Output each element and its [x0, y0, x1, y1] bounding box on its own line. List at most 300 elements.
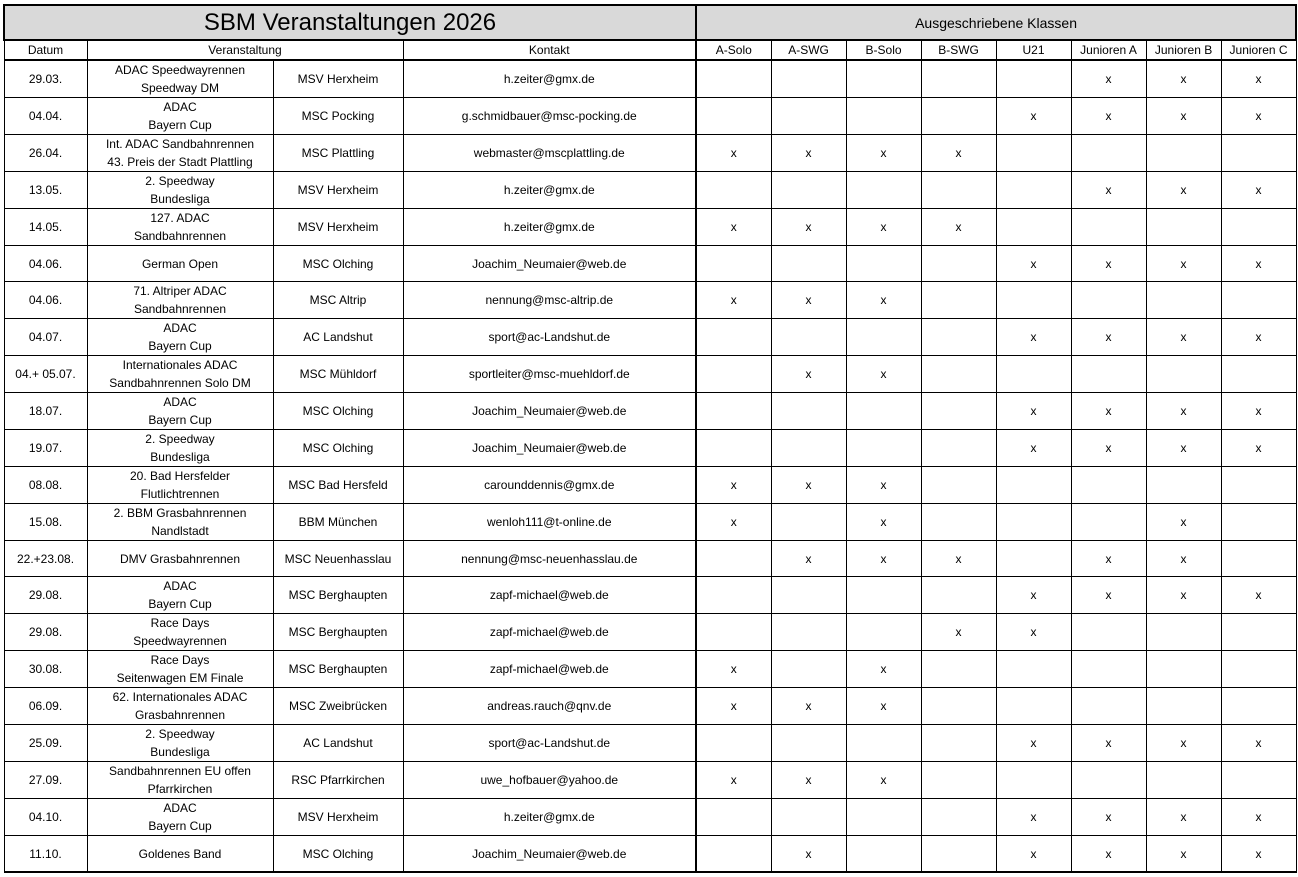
cell-contact: andreas.rauch@qnv.de	[403, 688, 696, 725]
cell-class-mark: x	[1221, 319, 1296, 356]
cell-event	[87, 246, 273, 282]
col-header-class: A-SWG	[771, 40, 846, 60]
cell-contact: Joachim_Neumaier@web.de	[403, 430, 696, 467]
cell-date: 26.04.	[4, 135, 87, 172]
cell-contact: carounddennis@gmx.de	[403, 467, 696, 504]
cell-class-mark: x	[1221, 393, 1296, 430]
cell-class-mark	[1221, 504, 1296, 541]
cell-class-mark: x	[846, 762, 921, 799]
table-row	[4, 356, 1296, 393]
cell-class-mark	[846, 577, 921, 614]
cell-class-mark: x	[771, 135, 846, 172]
cell-event	[87, 799, 273, 836]
col-header-kontakt: Kontakt	[403, 40, 696, 60]
cell-event	[87, 725, 273, 762]
cell-class-mark	[921, 172, 996, 209]
event-line: Race Days	[150, 616, 210, 630]
cell-class-mark: x	[696, 135, 771, 172]
col-header-class: Junioren C	[1221, 40, 1296, 60]
cell-contact: wenloh111@t-online.de	[403, 504, 696, 541]
cell-club: RSC Pfarrkirchen	[273, 762, 403, 799]
cell-class-mark	[1146, 688, 1221, 725]
cell-event	[87, 282, 273, 319]
cell-club: MSC Olching	[273, 246, 403, 282]
cell-class-mark	[846, 60, 921, 98]
table-row	[4, 172, 1296, 209]
cell-class-mark	[996, 60, 1071, 98]
event-line: ADAC	[163, 801, 197, 815]
cell-class-mark	[696, 356, 771, 393]
cell-class-mark: x	[996, 799, 1071, 836]
cell-date: 30.08.	[4, 651, 87, 688]
cell-class-mark: x	[846, 541, 921, 577]
cell-class-mark	[696, 836, 771, 873]
col-header-class: U21	[996, 40, 1071, 60]
cell-contact: Joachim_Neumaier@web.de	[403, 246, 696, 282]
cell-class-mark	[1146, 467, 1221, 504]
event-line: 2. Speedway	[145, 174, 215, 188]
cell-class-mark: x	[996, 430, 1071, 467]
cell-class-mark: x	[1221, 430, 1296, 467]
cell-class-mark	[696, 246, 771, 282]
cell-class-mark	[921, 577, 996, 614]
cell-class-mark: x	[1221, 836, 1296, 873]
cell-class-mark	[846, 799, 921, 836]
cell-class-mark: x	[996, 836, 1071, 873]
cell-class-mark: x	[696, 504, 771, 541]
event-line: ADAC	[163, 321, 197, 335]
table-row	[4, 651, 1296, 688]
cell-class-mark: x	[1146, 246, 1221, 282]
cell-class-mark: x	[1221, 725, 1296, 762]
cell-class-mark	[921, 467, 996, 504]
cell-class-mark: x	[1146, 172, 1221, 209]
cell-class-mark: x	[1146, 319, 1221, 356]
events-table	[3, 4, 1297, 873]
cell-class-mark: x	[771, 209, 846, 246]
cell-class-mark	[1146, 356, 1221, 393]
cell-class-mark: x	[1146, 393, 1221, 430]
cell-contact: g.schmidbauer@msc-pocking.de	[403, 98, 696, 135]
event-line: 2. Speedway	[145, 432, 215, 446]
cell-class-mark	[921, 504, 996, 541]
cell-class-mark: x	[996, 393, 1071, 430]
cell-date: 22.+23.08.	[4, 541, 87, 577]
cell-class-mark: x	[1071, 98, 1146, 135]
cell-event	[87, 577, 273, 614]
cell-date: 04.+ 05.07.	[4, 356, 87, 393]
cell-event	[87, 467, 273, 504]
cell-event	[87, 356, 273, 393]
event-line: 20. Bad Hersfelder	[129, 469, 231, 483]
cell-contact: nennung@msc-altrip.de	[403, 282, 696, 319]
table-row	[4, 209, 1296, 246]
cell-class-mark: x	[1071, 725, 1146, 762]
cell-class-mark	[921, 688, 996, 725]
event-line: Int. ADAC Sandbahnrennen	[105, 137, 255, 151]
col-header-class: Junioren A	[1071, 40, 1146, 60]
col-header-class: A-Solo	[696, 40, 771, 60]
cell-class-mark	[996, 467, 1071, 504]
cell-class-mark	[846, 246, 921, 282]
cell-date: 11.10.	[4, 836, 87, 873]
cell-class-mark: x	[696, 762, 771, 799]
cell-class-mark	[696, 98, 771, 135]
col-header-datum: Datum	[4, 40, 87, 60]
cell-date: 04.10.	[4, 799, 87, 836]
event-line: Internationales ADAC	[122, 358, 238, 372]
cell-class-mark: x	[921, 135, 996, 172]
cell-class-mark	[1071, 135, 1146, 172]
cell-class-mark	[1146, 209, 1221, 246]
cell-contact: uwe_hofbauer@yahoo.de	[403, 762, 696, 799]
event-line: ADAC	[163, 579, 197, 593]
cell-class-mark	[696, 430, 771, 467]
event-line: 127. ADAC	[150, 211, 210, 225]
event-line: Speedwayrennen	[133, 634, 227, 648]
cell-class-mark	[846, 614, 921, 651]
cell-contact: h.zeiter@gmx.de	[403, 799, 696, 836]
cell-class-mark	[1071, 688, 1146, 725]
cell-class-mark: x	[996, 319, 1071, 356]
cell-class-mark	[921, 799, 996, 836]
cell-class-mark	[1071, 504, 1146, 541]
cell-class-mark: x	[696, 688, 771, 725]
cell-class-mark	[921, 393, 996, 430]
cell-class-mark: x	[1146, 577, 1221, 614]
cell-class-mark	[1221, 467, 1296, 504]
cell-club: MSC Berghaupten	[273, 614, 403, 651]
cell-class-mark: x	[846, 356, 921, 393]
cell-date: 25.09.	[4, 725, 87, 762]
cell-class-mark: x	[846, 504, 921, 541]
event-line: Bundesliga	[150, 450, 210, 464]
cell-club: AC Landshut	[273, 319, 403, 356]
event-line: 2. BBM Grasbahnrennen	[113, 506, 247, 520]
cell-class-mark	[696, 725, 771, 762]
cell-date: 18.07.	[4, 393, 87, 430]
event-line: Sandbahnrennen	[133, 302, 227, 316]
cell-class-mark: x	[846, 467, 921, 504]
cell-class-mark	[696, 541, 771, 577]
cell-class-mark	[1071, 467, 1146, 504]
cell-contact: sport@ac-Landshut.de	[403, 319, 696, 356]
cell-class-mark: x	[846, 688, 921, 725]
event-line: ADAC Speedwayrennen	[114, 63, 246, 77]
event-line: DMV Grasbahnrennen	[119, 551, 241, 566]
event-line: Bayern Cup	[148, 597, 212, 611]
table-row	[4, 614, 1296, 651]
cell-class-mark: x	[771, 467, 846, 504]
cell-club: MSC Olching	[273, 836, 403, 873]
cell-contact: h.zeiter@gmx.de	[403, 172, 696, 209]
cell-club: MSC Plattling	[273, 135, 403, 172]
cell-class-mark	[996, 688, 1071, 725]
cell-class-mark: x	[1071, 430, 1146, 467]
cell-class-mark	[696, 577, 771, 614]
cell-class-mark	[1146, 651, 1221, 688]
cell-class-mark	[1221, 209, 1296, 246]
table-row	[4, 541, 1296, 577]
cell-club: MSC Altrip	[273, 282, 403, 319]
cell-class-mark: x	[771, 836, 846, 873]
event-line: Seitenwagen EM Finale	[116, 671, 244, 685]
event-line: Nandlstadt	[151, 524, 209, 538]
cell-class-mark	[771, 430, 846, 467]
cell-class-mark	[696, 799, 771, 836]
cell-date: 04.06.	[4, 282, 87, 319]
cell-class-mark	[921, 282, 996, 319]
cell-class-mark: x	[846, 209, 921, 246]
cell-club: MSC Zweibrücken	[273, 688, 403, 725]
cell-class-mark: x	[1071, 60, 1146, 98]
cell-class-mark	[771, 799, 846, 836]
col-header-veranstaltung: Veranstaltung	[87, 40, 403, 60]
cell-class-mark: x	[1221, 799, 1296, 836]
cell-class-mark: x	[1146, 98, 1221, 135]
cell-class-mark: x	[1146, 836, 1221, 873]
cell-event	[87, 762, 273, 799]
cell-class-mark: x	[1221, 172, 1296, 209]
cell-club: MSC Berghaupten	[273, 577, 403, 614]
cell-class-mark: x	[771, 356, 846, 393]
cell-class-mark	[996, 762, 1071, 799]
cell-date: 27.09.	[4, 762, 87, 799]
cell-class-mark	[696, 393, 771, 430]
cell-class-mark: x	[921, 541, 996, 577]
event-line: Bayern Cup	[148, 118, 212, 132]
cell-event	[87, 541, 273, 577]
cell-class-mark	[1146, 282, 1221, 319]
cell-event	[87, 688, 273, 725]
cell-class-mark	[1221, 541, 1296, 577]
cell-contact: webmaster@mscplattling.de	[403, 135, 696, 172]
cell-club: MSC Neuenhasslau	[273, 541, 403, 577]
cell-class-mark	[996, 282, 1071, 319]
cell-class-mark	[996, 651, 1071, 688]
cell-class-mark	[921, 651, 996, 688]
cell-contact: h.zeiter@gmx.de	[403, 209, 696, 246]
cell-class-mark: x	[1071, 246, 1146, 282]
cell-club: MSC Bad Hersfeld	[273, 467, 403, 504]
cell-class-mark: x	[996, 725, 1071, 762]
event-line: Bayern Cup	[148, 339, 212, 353]
event-line: Grasbahnrennen	[134, 708, 226, 722]
table-row	[4, 60, 1296, 98]
event-line: Bundesliga	[150, 192, 210, 206]
event-line: Flutlichtrennen	[140, 487, 220, 501]
cell-class-mark: x	[846, 282, 921, 319]
cell-class-mark	[921, 60, 996, 98]
cell-class-mark: x	[846, 135, 921, 172]
cell-class-mark: x	[1071, 799, 1146, 836]
cell-event	[87, 651, 273, 688]
cell-class-mark	[771, 172, 846, 209]
cell-date: 29.08.	[4, 577, 87, 614]
table-row	[4, 430, 1296, 467]
cell-class-mark: x	[1071, 836, 1146, 873]
cell-event	[87, 614, 273, 651]
cell-class-mark: x	[696, 282, 771, 319]
table-row	[4, 98, 1296, 135]
cell-date: 04.04.	[4, 98, 87, 135]
cell-date: 06.09.	[4, 688, 87, 725]
cell-class-mark	[921, 319, 996, 356]
cell-class-mark	[996, 172, 1071, 209]
cell-class-mark	[771, 577, 846, 614]
event-line: 2. Speedway	[145, 727, 215, 741]
cell-event	[87, 209, 273, 246]
cell-class-mark	[846, 393, 921, 430]
cell-class-mark	[771, 614, 846, 651]
cell-class-mark: x	[1146, 430, 1221, 467]
cell-class-mark	[1071, 282, 1146, 319]
cell-class-mark	[996, 541, 1071, 577]
cell-club: MSV Herxheim	[273, 172, 403, 209]
cell-date: 14.05.	[4, 209, 87, 246]
cell-club: AC Landshut	[273, 725, 403, 762]
cell-class-mark: x	[696, 467, 771, 504]
cell-class-mark: x	[771, 541, 846, 577]
cell-class-mark: x	[1146, 725, 1221, 762]
cell-date: 29.03.	[4, 60, 87, 98]
cell-class-mark: x	[1221, 98, 1296, 135]
cell-club: MSC Mühldorf	[273, 356, 403, 393]
event-line: Sandbahnrennen Solo DM	[109, 376, 251, 390]
table-row	[4, 246, 1296, 282]
cell-class-mark: x	[921, 209, 996, 246]
cell-class-mark: x	[1221, 246, 1296, 282]
cell-class-mark	[1071, 762, 1146, 799]
cell-class-mark: x	[771, 282, 846, 319]
cell-class-mark: x	[1146, 541, 1221, 577]
cell-class-mark	[696, 172, 771, 209]
cell-event	[87, 430, 273, 467]
cell-class-mark: x	[921, 614, 996, 651]
cell-club: MSC Olching	[273, 393, 403, 430]
cell-class-mark: x	[996, 98, 1071, 135]
cell-class-mark: x	[1071, 172, 1146, 209]
cell-class-mark	[1221, 688, 1296, 725]
cell-club: MSC Berghaupten	[273, 651, 403, 688]
cell-class-mark	[1146, 614, 1221, 651]
cell-class-mark: x	[1071, 541, 1146, 577]
cell-class-mark	[1221, 762, 1296, 799]
cell-contact: sportleiter@msc-muehldorf.de	[403, 356, 696, 393]
cell-class-mark	[921, 762, 996, 799]
cell-class-mark	[771, 60, 846, 98]
cell-contact: Joachim_Neumaier@web.de	[403, 393, 696, 430]
event-line: Bundesliga	[150, 745, 210, 759]
cell-class-mark	[996, 356, 1071, 393]
cell-event	[87, 172, 273, 209]
event-line: ADAC	[163, 395, 197, 409]
table-row	[4, 725, 1296, 762]
cell-class-mark	[696, 614, 771, 651]
cell-event	[87, 504, 273, 541]
cell-club: MSV Herxheim	[273, 209, 403, 246]
cell-club: MSC Pocking	[273, 98, 403, 135]
cell-class-mark	[696, 319, 771, 356]
cell-class-mark	[771, 319, 846, 356]
cell-class-mark	[846, 725, 921, 762]
cell-class-mark	[846, 430, 921, 467]
event-line: Sandbahnrennen	[133, 229, 227, 243]
cell-class-mark	[921, 246, 996, 282]
event-line: Bayern Cup	[148, 819, 212, 833]
cell-class-mark	[921, 430, 996, 467]
cell-class-mark: x	[696, 651, 771, 688]
cell-class-mark	[1221, 651, 1296, 688]
event-line: German Open	[141, 256, 219, 271]
cell-contact: zapf-michael@web.de	[403, 651, 696, 688]
cell-class-mark	[771, 504, 846, 541]
cell-class-mark: x	[771, 762, 846, 799]
cell-class-mark: x	[1146, 504, 1221, 541]
event-line: Speedway DM	[140, 81, 220, 95]
cell-class-mark	[846, 98, 921, 135]
cell-class-mark	[1071, 614, 1146, 651]
cell-class-mark	[921, 836, 996, 873]
cell-class-mark	[1221, 135, 1296, 172]
cell-class-mark	[771, 393, 846, 430]
cell-class-mark	[1146, 762, 1221, 799]
cell-class-mark	[846, 319, 921, 356]
page-title: SBM Veranstaltungen 2026	[4, 5, 696, 40]
cell-class-mark	[696, 60, 771, 98]
cell-date: 15.08.	[4, 504, 87, 541]
cell-class-mark	[1071, 651, 1146, 688]
cell-class-mark: x	[1146, 60, 1221, 98]
cell-class-mark	[1221, 356, 1296, 393]
cell-class-mark	[1071, 209, 1146, 246]
cell-date: 13.05.	[4, 172, 87, 209]
cell-class-mark: x	[696, 209, 771, 246]
cell-contact: zapf-michael@web.de	[403, 614, 696, 651]
cell-date: 04.07.	[4, 319, 87, 356]
cell-class-mark: x	[1221, 577, 1296, 614]
cell-class-mark: x	[996, 246, 1071, 282]
table-row	[4, 135, 1296, 172]
cell-date: 19.07.	[4, 430, 87, 467]
cell-event	[87, 319, 273, 356]
cell-class-mark	[921, 98, 996, 135]
table-row	[4, 504, 1296, 541]
cell-contact: zapf-michael@web.de	[403, 577, 696, 614]
event-line: Race Days	[150, 653, 210, 667]
cell-class-mark: x	[1146, 799, 1221, 836]
cell-event	[87, 836, 273, 873]
cell-class-mark: x	[996, 577, 1071, 614]
table-row	[4, 762, 1296, 799]
table-row	[4, 688, 1296, 725]
event-line: Bayern Cup	[148, 413, 212, 427]
event-line: 62. Internationales ADAC	[112, 690, 248, 704]
cell-class-mark: x	[771, 688, 846, 725]
col-header-class: B-SWG	[921, 40, 996, 60]
cell-class-mark	[771, 246, 846, 282]
cell-class-mark	[1071, 356, 1146, 393]
cell-class-mark	[1221, 614, 1296, 651]
table-row	[4, 799, 1296, 836]
cell-class-mark	[771, 651, 846, 688]
klassen-heading: Ausgeschriebene Klassen	[696, 5, 1296, 40]
cell-class-mark	[996, 504, 1071, 541]
cell-date: 04.06.	[4, 246, 87, 282]
cell-club: MSV Herxheim	[273, 60, 403, 98]
cell-class-mark: x	[1071, 319, 1146, 356]
cell-date: 08.08.	[4, 467, 87, 504]
